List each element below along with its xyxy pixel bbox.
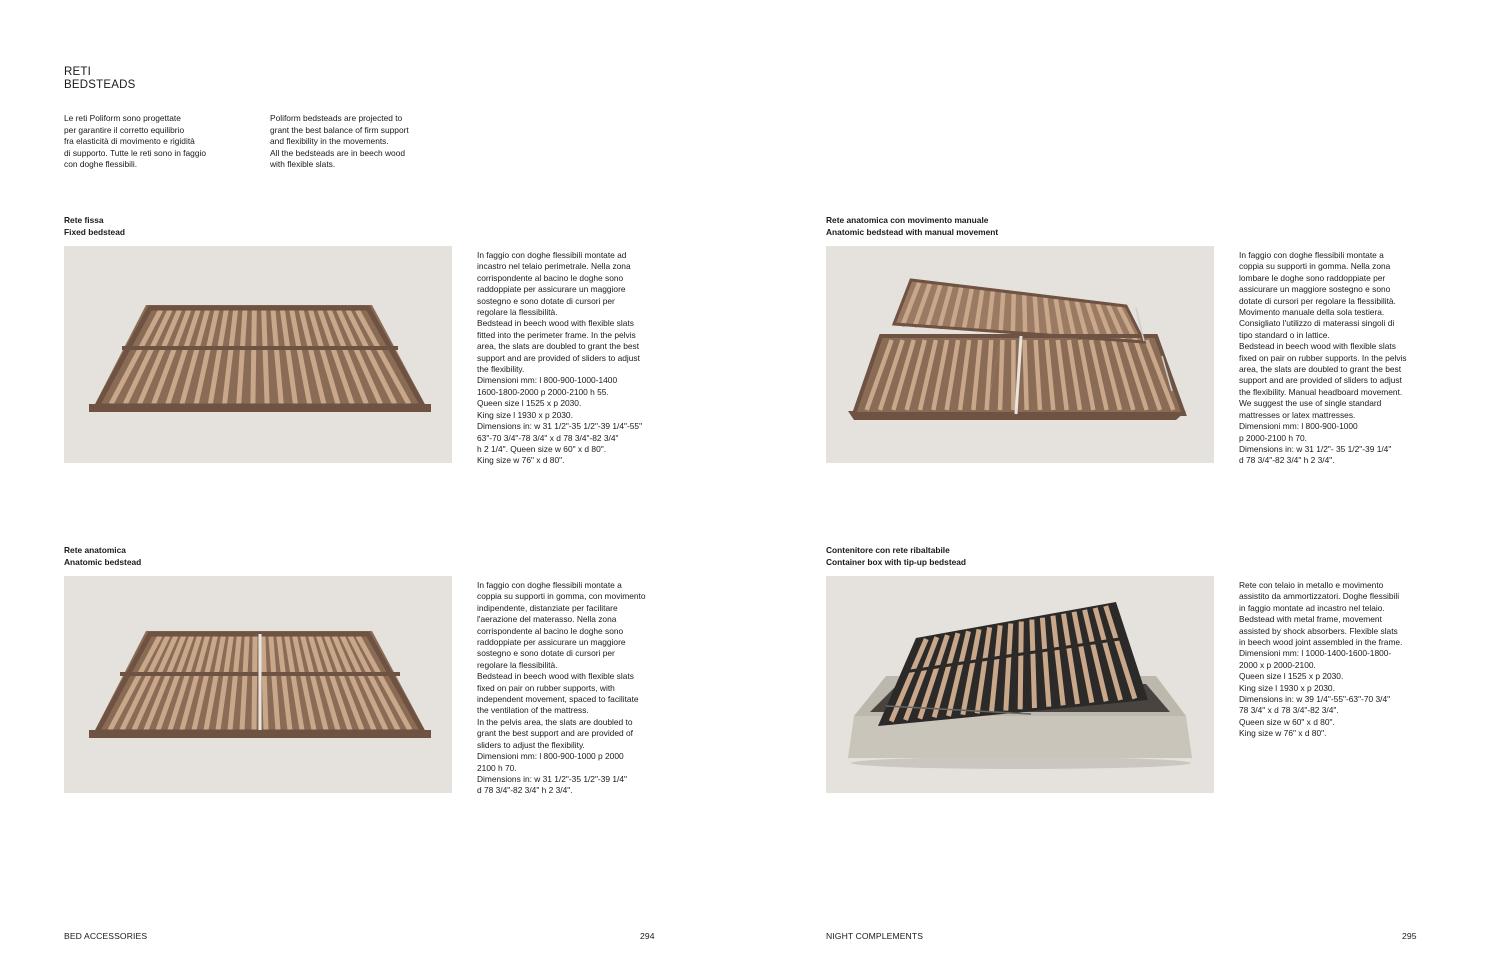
fixed-bedstead-description: In faggio con doghe flessibili montate ad incastro nel telaio perimetrale. Nella zona corrispondente al bacino le doghe sono raddoppiate per assicurare un maggiore sostegno e sono dotate di cursori per regolare la flessibilità. Bedstead in beech wood with flexible slats fitted into the perimeter frame. In the pelvis area, the slats are doubled to grant the best support and are provided of sliders to adjust the flexibility. Dimensioni mm: l 800-900-1000-1400 1600-1800-2000 p 2000-2100 h 55. Queen size l 1525 x p 2030. King size l 1930 x p 2030. Dimensions in: w 31 1/2"-35 1/2"-39 1/4"-55" 63"-70 3/4"-78 3/4" x d 78 3/4"-82 3/4" h 2 1/4". Queen size w 60" x d 80". King size w 76" x d 80". <box>477 250 643 466</box>
manual-movement-bedstead-photo <box>826 246 1214 463</box>
fixed-bedstead-photo <box>64 246 452 463</box>
manual-movement-description: In faggio con doghe flessibili montate a coppia su supporti in gomma. Nella zona lombare le doghe sono raddoppiate per assicurare un maggiore sostegno e sono dotate di cursori per regolare la flessibilità. Movimento manuale della sola testiera. Consigliato l'utilizzo di materassi singoli di tipo standard o in lattice. Bedstead in beech wood with flexible slats fixed on pair on rubber supports. In the pelvis area, the slats are doubled to grant the best support and are provided of sliders to adjust the flexibility. Manual headboard movement. We suggest the use of single standard mattresses or latex mattresses. Dimensioni mm: l 800-900-1000 p 2000-2100 h 70. Dimensions in: w 31 1/2"- 35 1/2"-39 1/4" d 78 3/4"-82 3/4" h 2 3/4". <box>1239 250 1407 466</box>
product-title-en: Fixed bedstead <box>64 226 125 237</box>
product-title-it: Contenitore con rete ribaltabile <box>826 545 950 555</box>
product-title-anatomic-bedstead <box>64 545 141 568</box>
slat <box>1035 296 1038 334</box>
intro-english: Poliform bedsteads are projected to grant the best balance of firm support and flexibility in the movements. All the bedsteads are in beech wood with flexible slats. <box>270 113 409 169</box>
product-title-en: Anatomic bedstead <box>64 556 142 567</box>
section-title-it: RETI <box>64 66 91 78</box>
container-box-illustration <box>826 576 1214 793</box>
slat <box>1013 294 1014 333</box>
page-number-left: 294 <box>640 931 655 941</box>
container-box-description: Rete con telaio in metallo e movimento assistito da ammortizzatori. Doghe flessibili in faggio montate ad incastro nel telaio. Bedstead with metal frame, movement assisted by shock absorbers. Flexible slats in beech wood joint assembled in the frame. Dimensioni mm: l 1000-1400-1600-1800- 2000 x p 2000-2100. Queen size l 1525 x p 2030. King size l 1930 x p 2030. Dimensions in: w 39 1/4"-55"-63"-70 3/4" 78 3/4" x d 78 3/4"-82 3/4". Queen size w 60" x d 80". King size w 76" x d 80". <box>1239 580 1403 739</box>
product-title-it: Rete anatomica <box>64 545 126 555</box>
footer-section-label-right: NIGHT COMPLEMENTS <box>826 931 924 941</box>
product-title-it: Rete fissa <box>64 215 104 225</box>
slat <box>1032 620 1035 708</box>
slat <box>1020 622 1021 710</box>
container-box-photo <box>826 576 1214 793</box>
page-number-right: 295 <box>1402 931 1417 941</box>
slat <box>253 310 254 404</box>
product-title-it: Rete anatomica con movimento manuale <box>826 215 989 225</box>
manual-movement-bedstead-illustration <box>826 246 1214 463</box>
slat <box>264 310 267 404</box>
fixed-bedstead-illustration <box>64 246 452 463</box>
anatomic-bedstead-illustration <box>64 576 452 793</box>
product-title-en: Anatomic bedstead with manual movement <box>826 226 999 237</box>
intro-italian: Le reti Poliform sono progettate per garantire il corretto equilibrio fra elasticità di movimento e rigidità di supporto. Tutte le reti sono in faggio con doghe flessibili. <box>64 113 206 169</box>
slat <box>1025 340 1027 410</box>
section-title <box>64 66 135 92</box>
product-title-manual-movement <box>826 215 998 238</box>
slat <box>263 636 266 730</box>
anatomic-bedstead-photo <box>64 576 452 793</box>
slat <box>1024 295 1025 334</box>
slat <box>254 636 255 730</box>
product-title-fixed-bedstead <box>64 215 125 238</box>
anatomic-bedstead-description: In faggio con doghe flessibili montate a coppia su supporti in gomma, con movimento indipendente, distanziate per facilitare l'aerazione del materasso. Nella zona corrispondente al bacino le doghe sono raddoppiate per assicurare un maggiore sostegno e sono dotate di cursori per regolare la flessibilità. Bedstead in beech wood with flexible slats fixed on pair on rubber supports, with independent movement, spaced to facilitate the ventilation of the mattress. In the pelvis area, the slats are doubled to grant the best support and are provided of sliders to adjust the flexibility. Dimensioni mm: l 800-900-1000 p 2000 2100 h 70. Dimensions in: w 31 1/2"-35 1/2"-39 1/4" d 78 3/4"-82 3/4" h 2 3/4". <box>477 580 646 796</box>
product-title-en: Container box with tip-up bedstead <box>826 556 967 567</box>
slat <box>1000 340 1002 410</box>
footer-section-label-left: BED ACCESSORIES <box>64 931 148 941</box>
product-title-container-box <box>826 545 966 568</box>
section-title-en: BEDSTEADS <box>64 79 136 91</box>
slat <box>1001 293 1004 333</box>
